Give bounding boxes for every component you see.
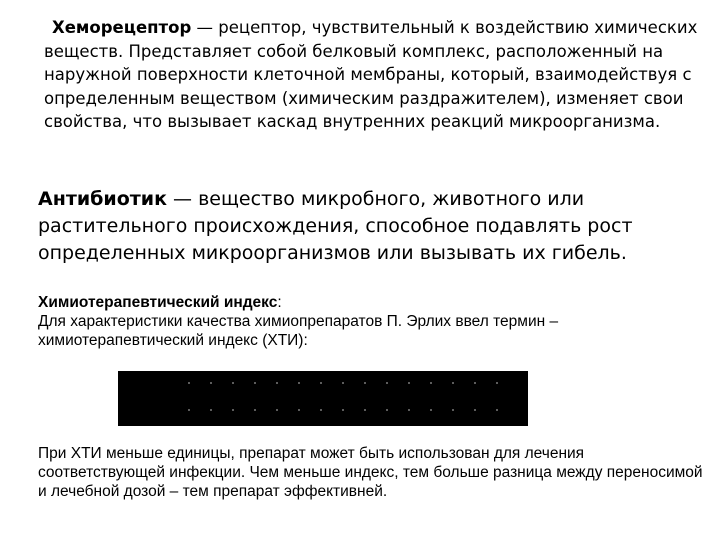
chemotherapeutic-index-heading: [38, 293, 710, 312]
formula-image: [118, 371, 528, 426]
chemotherapeutic-index-term: Химиотерапевтический индекс: [38, 294, 278, 311]
chemoreceptor-term: Хеморецептор: [52, 18, 192, 37]
antibiotic-term: Антибиотик: [38, 188, 168, 210]
antibiotic-text: — вещество микробного, животного или растительного происхождения, способное подавлять рост определенных микроорганизмов или вызывать их гибель.: [38, 188, 633, 264]
formula-dots-top: [178, 382, 508, 384]
heading-colon: :: [277, 294, 282, 311]
formula-dots-bottom: [178, 409, 508, 411]
chemotherapeutic-index-text: Для характеристики качества химиопрепаратов П. Эрлих ввел термин – химиотерапевтический индекс (ХТИ):: [38, 313, 559, 349]
chemoreceptor-text: — рецептор, чувствительный к воздействию химических веществ. Представляет собой белковый комплекс, расположенный на наружной поверхности клеточной мембраны, который, взаимодействуя с определенным веществом (химическим раздражителем), изменяет свои свойства, что вызывает каскад внутренних реакций микроорганизма.: [44, 18, 698, 131]
index-explanation: При ХТИ меньше единицы, препарат может быть использован для лечения соответствующей инфекции. Чем меньше индекс, тем больше разница между переносимой и лечебной дозой – тем препарат эффективней.: [38, 445, 703, 500]
chemoreceptor-definition: [44, 16, 704, 134]
antibiotic-definition: [38, 186, 710, 267]
chemotherapeutic-index-section: [38, 293, 710, 350]
